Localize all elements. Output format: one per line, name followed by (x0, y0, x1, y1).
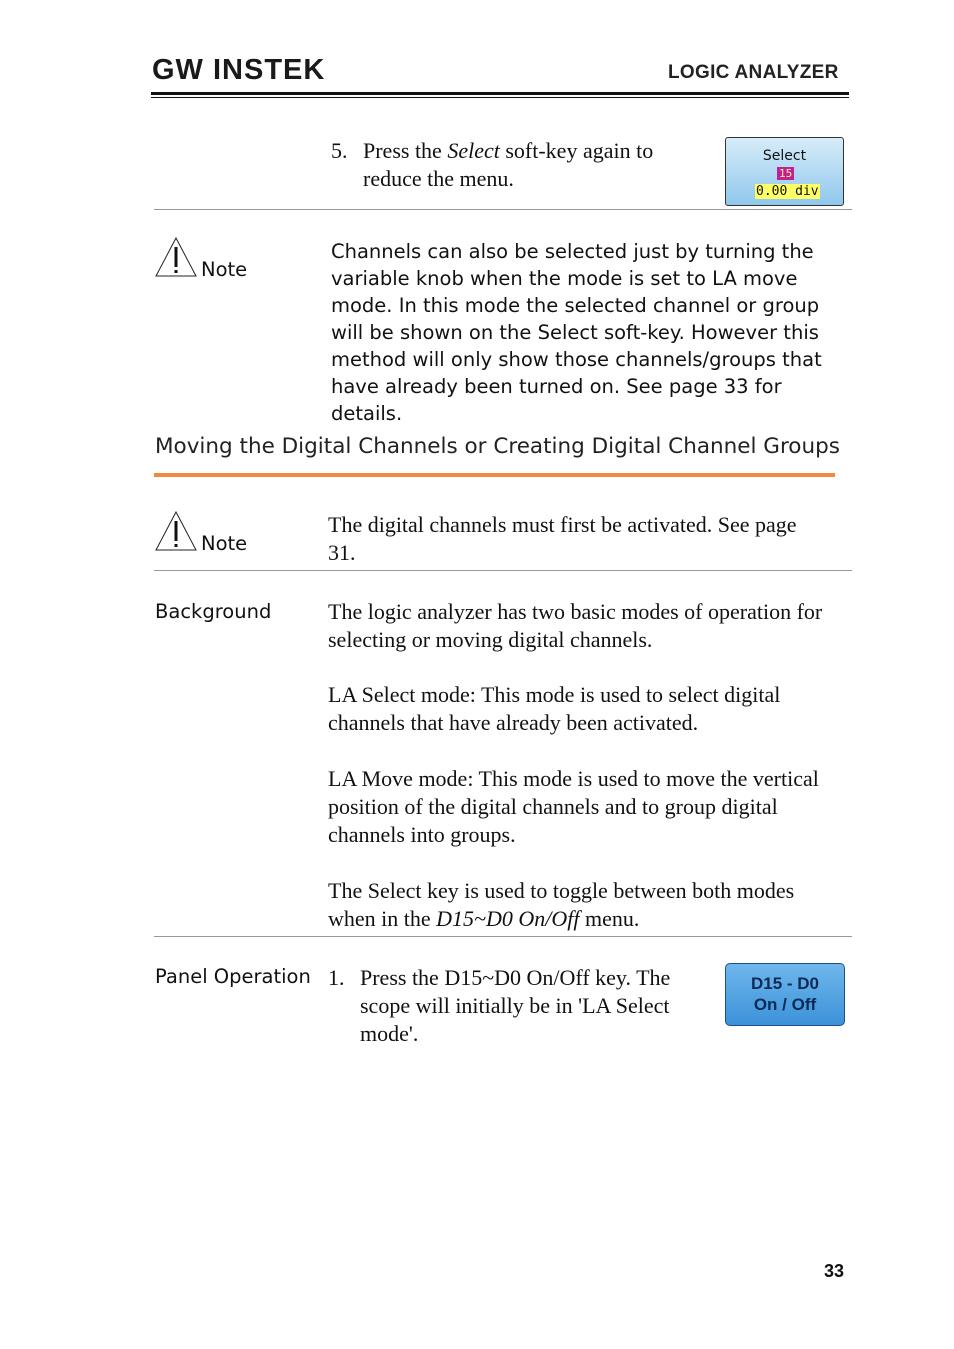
separator (154, 570, 852, 571)
heading-underline (154, 473, 835, 477)
step-text: Press the D15~D0 On/Off key. The scope will initially be in 'LA Select mode'. (360, 965, 671, 1046)
warning-icon (154, 510, 198, 557)
logo-text: GW INSTEK (152, 54, 324, 84)
separator (154, 209, 852, 210)
select-softkey-channel: 15 (779, 167, 793, 180)
warning-icon (154, 236, 198, 283)
select-softkey-position: 0.00 div (756, 184, 819, 199)
panel-operation-label: Panel Operation (155, 965, 311, 988)
gw-instek-logo (152, 54, 324, 89)
step-text (363, 137, 713, 193)
step-text-after: soft-key again to reduce the menu. (363, 138, 654, 191)
header-rule (151, 92, 849, 95)
background-para-4-italic: D15~D0 On/Off (436, 906, 580, 931)
section-title: LOGIC ANALYZER (668, 62, 839, 83)
d15-key-line-1: D15 - D0 (750, 974, 820, 993)
background-para-4 (328, 877, 828, 933)
header-rule-thin (151, 97, 849, 98)
page-number: 33 (824, 1261, 845, 1281)
background-para-4-before: The Select key is used to toggle between both modes when in the (328, 878, 795, 931)
background-label: Background (155, 600, 272, 623)
select-softkey[interactable] (725, 137, 844, 206)
note-label: Note (201, 532, 248, 555)
background-para-1: The logic analyzer has two basic modes of operation for selecting or moving digital channels. (328, 599, 823, 652)
step-number: 5. (331, 138, 348, 163)
separator (154, 936, 852, 937)
note-text: Channels can also be selected just by turning the variable knob when the mode is set to LA move mode. In this mode the selected channel or group will be shown on the Select soft-key. However this method will only show those channels/groups that have already been turned on. See page 33 for details. (331, 240, 822, 425)
step-text-italic: Select (447, 138, 500, 163)
note-text: The digital channels must first be activated. See page 31. (328, 512, 797, 565)
d15-key-line-2: On / Off (753, 995, 817, 1014)
step-number: 1. (328, 965, 345, 990)
step-text-before: Press the (363, 138, 448, 163)
select-softkey-label: Select (762, 148, 807, 164)
background-para-2: LA Select mode: This mode is used to select digital channels that have already been activated. (328, 682, 781, 735)
background-para-3: LA Move mode: This mode is used to move the vertical position of the digital channels and to group digital channels into groups. (328, 766, 819, 847)
section-heading: Moving the Digital Channels or Creating Digital Channel Groups (155, 434, 840, 459)
note-label: Note (201, 258, 248, 281)
d15-d0-on-off-key[interactable] (725, 963, 845, 1026)
background-para-4-after: menu. (579, 906, 640, 931)
